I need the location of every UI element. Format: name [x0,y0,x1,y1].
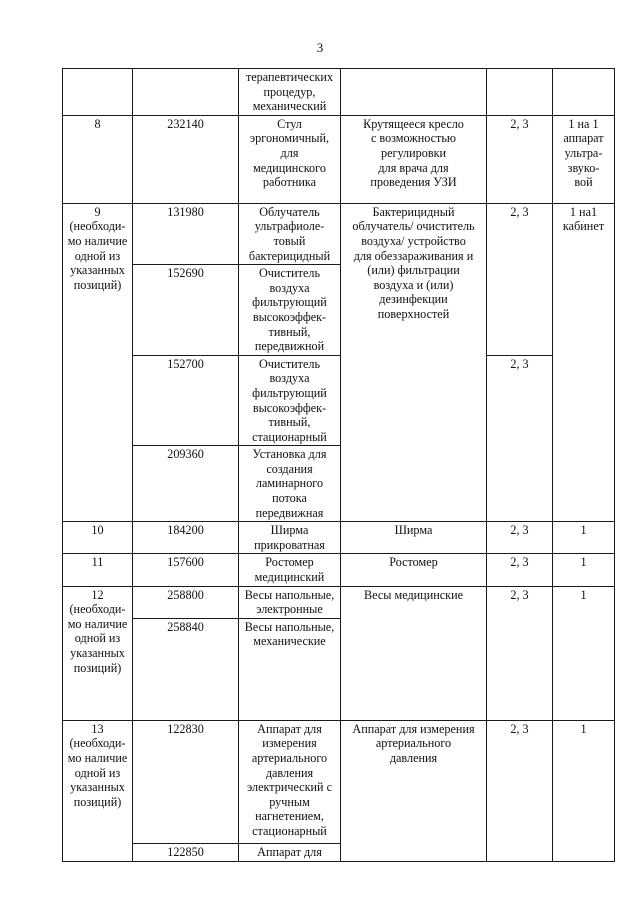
equipment-cell: Ростомер [341,554,487,586]
requirement-cell: 2, 3 [487,554,553,586]
name-cell: Аппарат для [239,843,341,861]
name-cell: Установка для создания ламинарного потока передвижная [239,446,341,522]
code-cell: 122830 [133,720,239,843]
equipment-cell: Бактерицидный облучатель/ очиститель воздуха/ устройство для обеззараживания и (или) фильтрации воздуха и (или) дезинфекции поверхностей [341,203,487,521]
table-row [63,203,615,264]
num-cell [63,69,133,116]
requirement-cell: 2, 3 [487,522,553,554]
quantity-cell: 1 на1 кабинет [553,203,615,521]
num-cell: 12 (необходи- мо наличие одной из указанных позиций) [63,586,133,720]
name-cell: терапевтических процедур, механический [239,69,341,116]
num-cell: 10 [63,522,133,554]
num-cell: 11 [63,554,133,586]
requirement-cell: 2, 3 [487,720,553,861]
quantity-cell: 1 [553,720,615,861]
code-cell: 152690 [133,265,239,356]
num-cell: 9 (необходи- мо наличие одной из указанных позиций) [63,203,133,521]
requirement-cell: 2, 3 [487,355,553,522]
equipment-cell: Ширма [341,522,487,554]
name-cell: Очиститель воздуха фильтрующий высокоэффек- тивный, передвижной [239,265,341,356]
requirement-cell: 2, 3 [487,203,553,355]
page-number: 3 [316,40,324,55]
code-cell [133,69,239,116]
equipment-cell: Аппарат для измерения артериального давления [341,720,487,861]
name-cell: Весы напольные, механические [239,618,341,720]
num-cell: 8 [63,115,133,203]
name-cell: Облучатель ультрафиоле- товый бактерицидный [239,203,341,264]
table-row [63,69,615,116]
code-cell: 184200 [133,522,239,554]
quantity-cell: 1 [553,522,615,554]
name-cell: Весы напольные, электронные [239,586,341,618]
code-cell: 209360 [133,446,239,522]
table-row [63,554,615,586]
table-row [63,586,615,618]
equipment-table [62,68,615,862]
quantity-cell: 1 на 1 аппарат ультра- звуко- вой [553,115,615,203]
name-cell: Ширма прикроватная [239,522,341,554]
requirement-cell: 2, 3 [487,586,553,720]
table-row [63,355,615,446]
table-row [63,115,615,203]
table-row [63,522,615,554]
name-cell: Стул эргономичный, для медицинского работника [239,115,341,203]
code-cell: 232140 [133,115,239,203]
equipment-cell: Весы медицинские [341,586,487,720]
code-cell: 122850 [133,843,239,861]
code-cell: 258800 [133,586,239,618]
name-cell: Очиститель воздуха фильтрующий высокоэффек- тивный, стационарный [239,355,341,446]
code-cell: 152700 [133,355,239,446]
code-cell: 258840 [133,618,239,720]
code-cell: 131980 [133,203,239,264]
equipment-cell [341,69,487,116]
equipment-cell: Крутящееся кресло с возможностью регулировки для врача для проведения УЗИ [341,115,487,203]
name-cell: Аппарат для измерения артериального давления электрический с ручным нагнетением, стационарный [239,720,341,843]
requirement-cell [487,69,553,116]
table-row [63,720,615,843]
code-cell: 157600 [133,554,239,586]
quantity-cell [553,69,615,116]
quantity-cell: 1 [553,586,615,720]
name-cell: Ростомер медицинский [239,554,341,586]
num-cell: 13 (необходи- мо наличие одной из указанных позиций) [63,720,133,861]
quantity-cell: 1 [553,554,615,586]
requirement-cell: 2, 3 [487,115,553,203]
